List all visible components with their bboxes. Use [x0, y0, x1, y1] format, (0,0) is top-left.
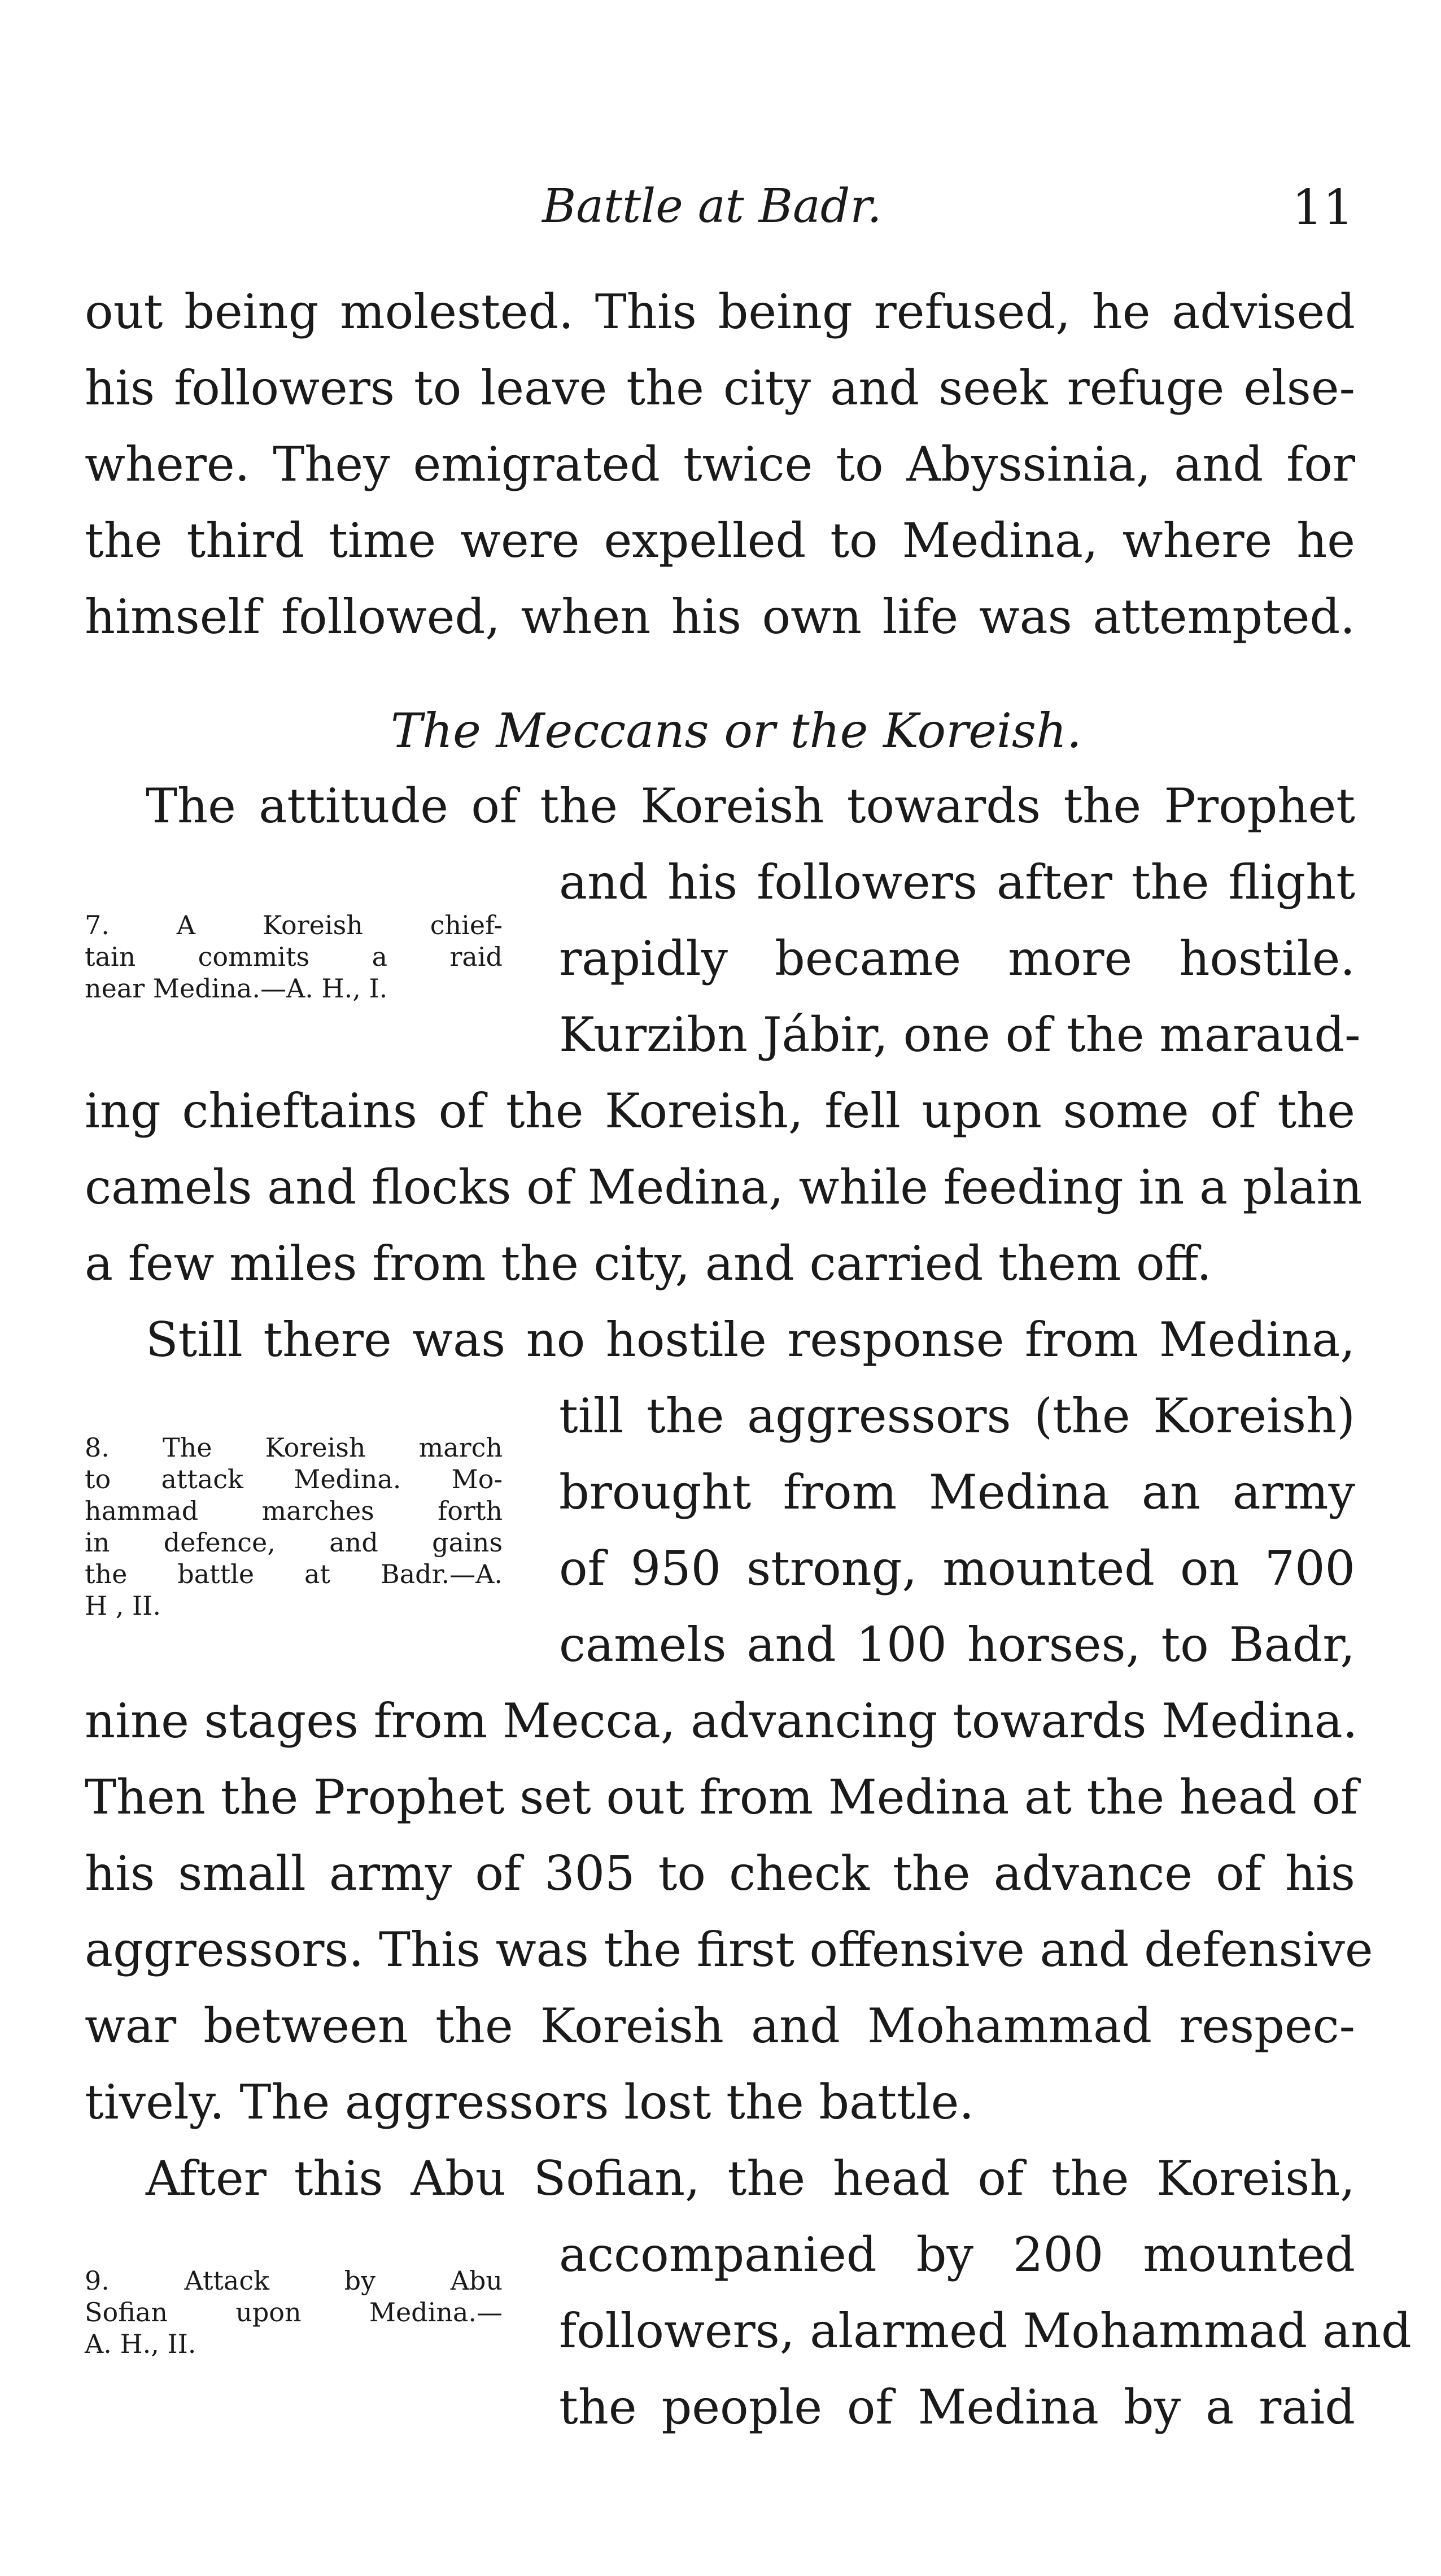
marginal-note-line: A. H., II. — [85, 2329, 197, 2359]
text-line: rapidly became more hostile. — [559, 931, 1355, 986]
text-line: his followers to leave the city and seek refuge else- — [85, 360, 1355, 416]
marginal-note-line: 9. Attack by Abu — [85, 2265, 503, 2296]
marginal-note-line: H , II. — [85, 1590, 161, 1621]
section-heading: The Meccans or the Koreish. — [391, 703, 1082, 759]
text-line: tively. The aggressors lost the battle. — [85, 2074, 975, 2130]
text-line: camels and 100 horses, to Badr, — [559, 1617, 1355, 1672]
page-number: 11 — [1292, 180, 1354, 236]
text-line: his small army of 305 to check the advance of his — [85, 1846, 1355, 1901]
text-line: After this Abu Sofian, the head of the Koreish, — [146, 2151, 1355, 2206]
text-line: followers, alarmed Mohammad and — [559, 2303, 1412, 2359]
text-line: war between the Koreish and Mohammad respec- — [85, 1998, 1355, 2054]
text-line: and his followers after the flight — [559, 855, 1355, 910]
text-line: aggressors. This was the first offensive and defensive — [85, 1922, 1373, 1977]
text-line: a few miles from the city, and carried them off. — [85, 1236, 1212, 1291]
text-line: The attitude of the Koreish towards the Prophet — [146, 778, 1355, 834]
text-line: accompanied by 200 mounted — [559, 2227, 1355, 2282]
marginal-note-line: to attack Medina. Mo- — [85, 1464, 503, 1494]
marginal-note-line: Sofian upon Medina.— — [85, 2297, 503, 2327]
text-line: the third time were expelled to Medina, where he — [85, 513, 1355, 568]
text-line: Then the Prophet set out from Medina at the head of — [85, 1769, 1358, 1825]
running-header-title: Battle at Badr. — [542, 180, 882, 233]
text-line: the people of Medina by a raid — [559, 2379, 1355, 2435]
text-line: where. They emigrated twice to Abyssinia, and for — [85, 437, 1355, 492]
marginal-note-7 — [85, 909, 503, 1004]
text-line: nine stages from Mecca, advancing towards Medina. — [85, 1693, 1358, 1749]
marginal-note-line: 7. A Koreish chief- — [85, 910, 503, 940]
marginal-note-8 — [85, 1432, 503, 1622]
marginal-note-line: tain commits a raid — [85, 942, 503, 972]
text-line: Kurzibn Jábir, one of the maraud- — [559, 1007, 1361, 1062]
text-line: out being molested. This being refused, he advised — [85, 284, 1355, 339]
text-line: of 950 strong, mounted on 700 — [559, 1541, 1355, 1596]
marginal-note-9 — [85, 2265, 503, 2360]
marginal-note-line: the battle at Badr.—A. — [85, 1559, 503, 1589]
marginal-note-line: in defence, and gains — [85, 1527, 503, 1558]
text-line: ing chieftains of the Koreish, fell upon some of the — [85, 1083, 1355, 1139]
marginal-note-line: hammad marches forth — [85, 1496, 503, 1526]
text-line: brought from Medina an army — [559, 1464, 1355, 1520]
marginal-note-line: near Medina.—A. H., I. — [85, 973, 388, 1004]
text-line: Still there was no hostile response from Medina, — [146, 1312, 1355, 1367]
text-line: himself followed, when his own life was attempted. — [85, 589, 1355, 644]
text-line: till the aggressors (the Koreish) — [559, 1388, 1355, 1444]
text-line: camels and flocks of Medina, while feeding in a plain — [85, 1160, 1363, 1215]
marginal-note-line: 8. The Koreish march — [85, 1432, 503, 1463]
